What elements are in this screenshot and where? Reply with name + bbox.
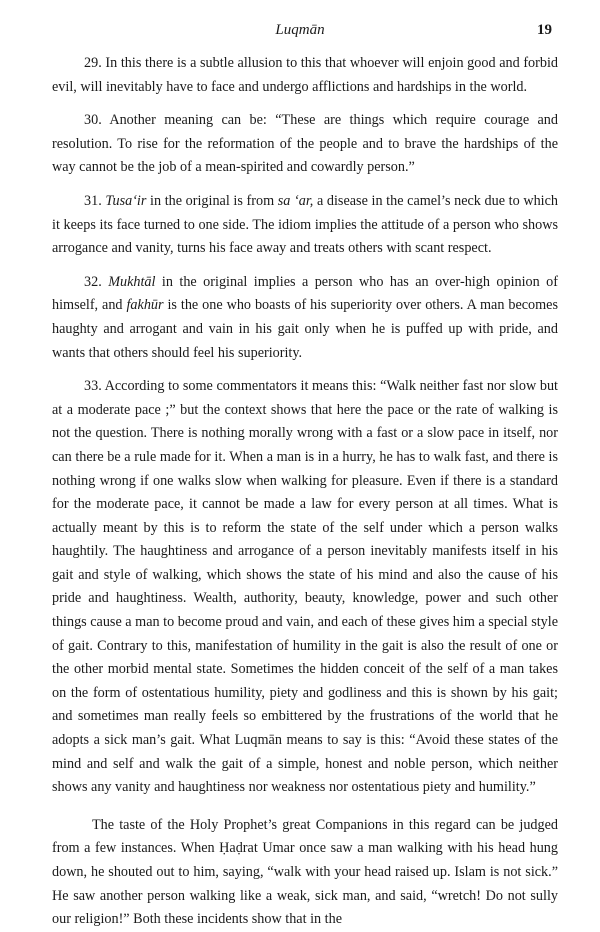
footnote xyxy=(52,190,558,261)
note-text: a disease in the camel’s neck due to which it keeps its face turned to one side. The idiom implies the attitude of a person who shows arrogance and vanity, turns his face away and treats others with scant respect. xyxy=(52,192,558,257)
footnote xyxy=(52,375,558,800)
italic-term: Tusa‘ir xyxy=(105,192,147,209)
note-text: in the original is from xyxy=(146,192,278,209)
note-text: in the original implies a person who has an over-high opinion of himself, and xyxy=(52,273,559,314)
note-text: 31. xyxy=(84,192,106,209)
note-text: 30. Another meaning can be: “These are things which require courage and resolution. To rise for the reformation of the people and to brave the hardships of the way cannot be the job of a mean-spirited and cowardly person.” xyxy=(52,112,558,176)
note-text: 32. xyxy=(84,273,109,290)
footnote xyxy=(52,271,558,365)
italic-term: Mukhtāl xyxy=(108,273,156,290)
note-text: 33. According to some commentators it means this: “Walk neither fast nor slow but at a moderate pace ;” but the context shows that here the pace or the rate of walking is not the question. There is nothing morally wrong with a fast or a slow pace in itself, nor can there be a rule made for it. When a man is in a hurry, he has to walk fast, and there is nothing wrong if one walks slow when walking for pleasure. Even if there is a standard for the moderate pace, it cannot be made a law for every person at all times. What is actually meant by this is to reform the state of the self under which a person walks haughtily. The haughtiness and arrogance of a person inevitably manifests itself in his gait and style of walking, which shows the state of his mind and also the cause of his pride and haughtiness. Wealth, authority, beauty, knowledge, power and such other things cause a man to become proud and vain, and each of these gives him a special style of gait. Contrary to this, manifestation of humility in the gait is also the result of one or the other morbid mental state. Sometimes the hidden conceit of the self of a man takes on the form of ostentatious humility, piety and godliness and this is shown by his gait; and sometimes man really feels so embittered by the frustrations of the world that he adopts a sick man’s gait. What Luqmān means to say is this: “Avoid these states of the mind and self and walk the gait of a simple, honest and noble person, which neither shows any vanity and haughtiness nor weakness nor ostentatious piety and humility.” xyxy=(52,378,558,796)
page-body xyxy=(52,52,558,932)
running-title: Luqmān xyxy=(275,22,325,38)
note-text: 29. In this there is a subtle allusion to this that whoever will enjoin good and forbid evil, will inevitably have to face and undergo afflictions and hardships in the world. xyxy=(52,55,558,95)
footnote xyxy=(52,109,558,180)
page-number: 19 xyxy=(537,22,552,38)
closing-paragraph: The taste of the Holy Prophet’s great Companions in this regard can be judged from a few instances. When Ḥaḍrat Umar once saw a man walking with his head hung down, he shouted out to him, saying, “walk with your head raised up. Islam is not sick.” He saw another person walking like a weak, sick man, and said, “wretch! Do not sully our religion!” Both these incidents show that in the xyxy=(52,816,558,928)
note-text: is the one who boasts of his superiority over others. A man becomes haughty and arrogant and vain in his gait only when he is puffed up with pride, and wants that others should feel his superiority. xyxy=(52,297,558,361)
italic-term: fakhūr xyxy=(126,297,164,314)
italic-term: sa ‘ar, xyxy=(277,192,314,209)
footnote xyxy=(52,52,558,99)
notes-section xyxy=(52,52,558,800)
page-header xyxy=(0,22,600,44)
